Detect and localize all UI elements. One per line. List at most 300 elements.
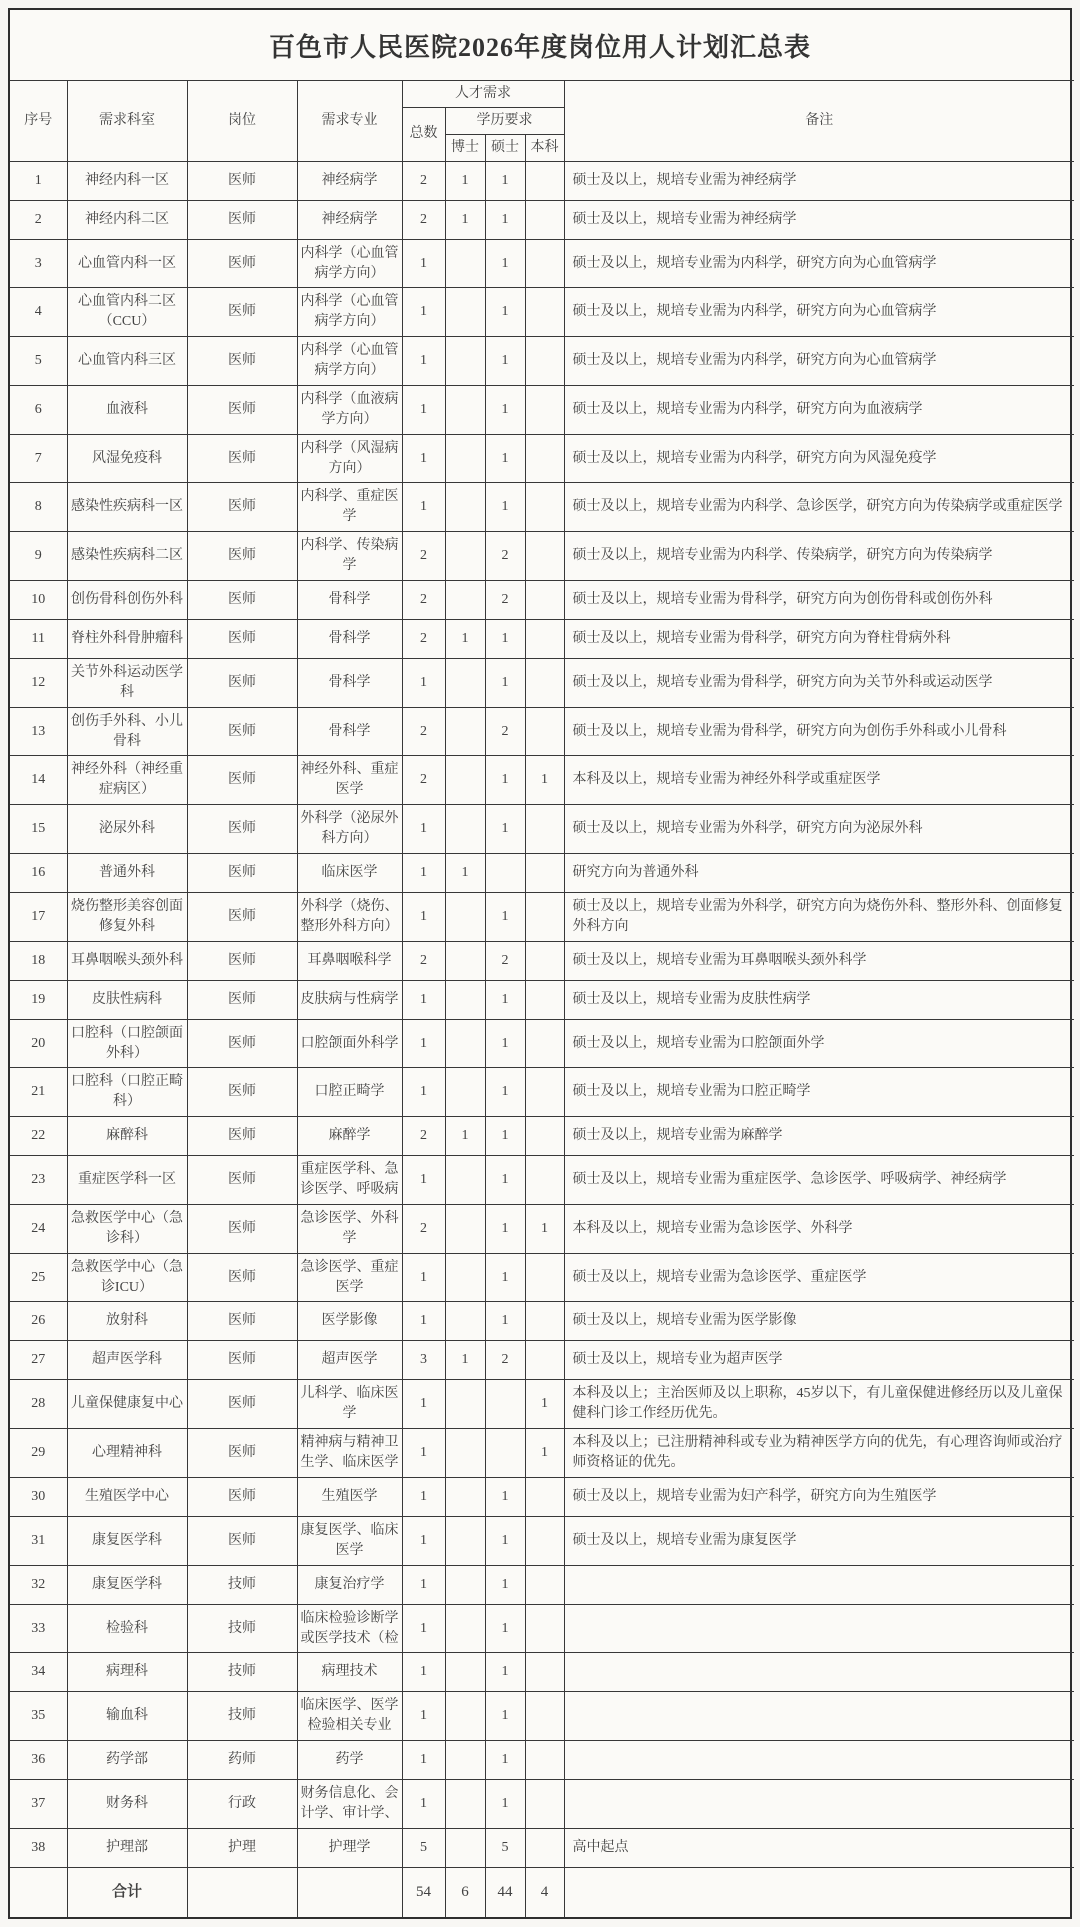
cell-seq: 22 [10,1117,67,1156]
cell-bachelor [525,853,564,892]
cell-doctor [445,1604,485,1653]
cell-bachelor [525,1341,564,1380]
cell-doctor [445,1692,485,1741]
cell-major: 口腔正畸学 [297,1068,402,1117]
table-row [10,1253,1074,1302]
cell-major: 耳鼻咽喉科学 [297,941,402,980]
cell-total: 1 [402,1380,445,1429]
cell-remark: 硕士及以上，规培专业需为康复医学 [564,1516,1074,1565]
cell-major: 神经病学 [297,200,402,239]
cell-remark: 硕士及以上，规培专业需为口腔正畸学 [564,1068,1074,1117]
cell-bachelor [525,483,564,532]
cell-position: 医师 [187,756,297,805]
cell-remark: 硕士及以上，规培专业需为骨科学，研究方向为创伤手外科或小儿骨科 [564,707,1074,756]
cell-dept: 心血管内科二区（CCU） [67,288,187,337]
cell-seq: 23 [10,1156,67,1205]
cell-major: 骨科学 [297,707,402,756]
cell-position: 护理 [187,1828,297,1867]
cell-bachelor [525,1477,564,1516]
cell-position: 技师 [187,1653,297,1692]
cell-dept: 心血管内科一区 [67,239,187,288]
cell-doctor [445,707,485,756]
cell-major: 重症医学科、急诊医学、呼吸病 [297,1156,402,1205]
cell-remark [564,1653,1074,1692]
table-footer [10,1867,1074,1917]
cell-doctor: 1 [445,1117,485,1156]
cell-major: 皮肤病与性病学 [297,980,402,1019]
cell-bachelor: 1 [525,1204,564,1253]
table-row [10,1204,1074,1253]
cell-remark [564,1780,1074,1829]
cell-seq: 27 [10,1341,67,1380]
cell-dept: 神经外科（神经重症病区） [67,756,187,805]
cell-bachelor [525,1068,564,1117]
cell-bachelor [525,1117,564,1156]
header-talent-demand: 人才需求 [402,81,564,108]
cell-remark: 硕士及以上，规培专业需为神经病学 [564,161,1074,200]
cell-master [485,1380,525,1429]
cell-remark: 硕士及以上，规培专业需为外科学，研究方向为烧伤外科、整形外科、创面修复外科方向 [564,892,1074,941]
table-row [10,707,1074,756]
cell-master: 1 [485,1117,525,1156]
cell-dept: 急救医学中心（急诊ICU） [67,1253,187,1302]
cell-bachelor [525,1828,564,1867]
cell-doctor [445,941,485,980]
table-row [10,1429,1074,1478]
cell-seq: 32 [10,1565,67,1604]
cell-position: 医师 [187,337,297,386]
cell-total: 2 [402,1204,445,1253]
cell-dept: 普通外科 [67,853,187,892]
cell-remark: 硕士及以上，规培专业为超声医学 [564,1341,1074,1380]
cell-total: 1 [402,1604,445,1653]
cell-dept: 感染性疾病科二区 [67,532,187,581]
cell-position: 医师 [187,1019,297,1068]
cell-master: 1 [485,1156,525,1205]
table-row [10,1604,1074,1653]
cell-position: 医师 [187,1117,297,1156]
table-row [10,1692,1074,1741]
cell-bachelor [525,941,564,980]
cell-position: 医师 [187,805,297,854]
cell-bachelor [525,1156,564,1205]
cell-total: 1 [402,1780,445,1829]
table-row [10,892,1074,941]
table-header [10,81,1074,162]
cell-remark: 本科及以上；已注册精神科或专业为精神医学方向的优先，有心理咨询师或治疗师资格证的优先。 [564,1429,1074,1478]
cell-remark [564,1741,1074,1780]
cell-major: 外科学（烧伤、整形外科方向） [297,892,402,941]
cell-position: 医师 [187,1302,297,1341]
cell-doctor [445,805,485,854]
cell-remark: 硕士及以上，规培专业需为外科学，研究方向为泌尿外科 [564,805,1074,854]
cell-position: 技师 [187,1692,297,1741]
header-bachelor: 本科 [525,134,564,161]
cell-position: 医师 [187,385,297,434]
table-row [10,1302,1074,1341]
cell-seq: 30 [10,1477,67,1516]
cell-major: 儿科学、临床医学 [297,1380,402,1429]
cell-remark: 本科及以上，规培专业需为急诊医学、外科学 [564,1204,1074,1253]
cell-master: 1 [485,805,525,854]
cell-total: 2 [402,756,445,805]
cell-position: 医师 [187,1380,297,1429]
cell-major: 临床医学 [297,853,402,892]
cell-master: 1 [485,1692,525,1741]
cell-position: 医师 [187,1477,297,1516]
cell-bachelor [525,1780,564,1829]
cell-dept: 心血管内科三区 [67,337,187,386]
table-row [10,941,1074,980]
cell-seq: 6 [10,385,67,434]
cell-master: 1 [485,619,525,658]
cell-dept: 耳鼻咽喉头颈外科 [67,941,187,980]
recruitment-plan-table [10,80,1074,1917]
cell-remark: 硕士及以上，规培专业需为内科学、急诊医学，研究方向为传染病学或重症医学 [564,483,1074,532]
cell-seq: 10 [10,580,67,619]
cell-position: 医师 [187,1516,297,1565]
cell-major: 麻醉学 [297,1117,402,1156]
table-row [10,288,1074,337]
cell-total: 1 [402,1429,445,1478]
cell-major: 内科学（心血管病学方向） [297,337,402,386]
table-row [10,980,1074,1019]
cell-position: 医师 [187,288,297,337]
cell-major: 神经病学 [297,161,402,200]
cell-position: 医师 [187,892,297,941]
cell-dept: 儿童保健康复中心 [67,1380,187,1429]
cell-position: 医师 [187,980,297,1019]
cell-doctor: 1 [445,200,485,239]
cell-bachelor [525,658,564,707]
cell-master: 2 [485,941,525,980]
cell-total: 5 [402,1828,445,1867]
cell-position: 医师 [187,941,297,980]
cell-master: 1 [485,239,525,288]
cell-dept: 关节外科运动医学科 [67,658,187,707]
cell-dept: 放射科 [67,1302,187,1341]
cell-remark: 本科及以上，规培专业需为神经外科学或重症医学 [564,756,1074,805]
table-row [10,1380,1074,1429]
cell-master: 1 [485,980,525,1019]
cell-major: 骨科学 [297,580,402,619]
cell-total: 1 [402,1156,445,1205]
cell-total: 1 [402,1692,445,1741]
cell-dept: 康复医学科 [67,1516,187,1565]
cell-bachelor [525,707,564,756]
cell-dept: 药学部 [67,1741,187,1780]
table-row [10,385,1074,434]
cell-master: 2 [485,532,525,581]
cell-bachelor [525,1516,564,1565]
cell-dept: 脊柱外科骨肿瘤科 [67,619,187,658]
table-row [10,619,1074,658]
cell-seq: 19 [10,980,67,1019]
cell-major: 临床医学、医学检验相关专业 [297,1692,402,1741]
cell-master: 5 [485,1828,525,1867]
cell-seq: 2 [10,200,67,239]
cell-doctor [445,1653,485,1692]
table-row [10,853,1074,892]
cell-remark: 研究方向为普通外科 [564,853,1074,892]
table-row [10,337,1074,386]
cell-dept: 财务科 [67,1780,187,1829]
cell-major: 内科学（血液病学方向） [297,385,402,434]
cell-dept: 生殖医学中心 [67,1477,187,1516]
cell-master [485,1429,525,1478]
cell-master: 1 [485,1302,525,1341]
cell-doctor [445,239,485,288]
cell-master: 1 [485,337,525,386]
table-row [10,1068,1074,1117]
cell-master: 1 [485,1741,525,1780]
cell-master: 1 [485,1019,525,1068]
cell-total: 3 [402,1341,445,1380]
total-row-major-cell [297,1867,402,1917]
document-frame [8,8,1072,1919]
cell-seq: 3 [10,239,67,288]
cell-major: 口腔颌面外科学 [297,1019,402,1068]
cell-major: 骨科学 [297,619,402,658]
cell-remark: 硕士及以上，规培专业需为医学影像 [564,1302,1074,1341]
cell-dept: 麻醉科 [67,1117,187,1156]
cell-bachelor [525,1565,564,1604]
cell-position: 行政 [187,1780,297,1829]
cell-major: 康复治疗学 [297,1565,402,1604]
cell-master: 2 [485,1341,525,1380]
cell-total: 1 [402,288,445,337]
cell-remark: 硕士及以上，规培专业需为内科学，研究方向为心血管病学 [564,288,1074,337]
total-row-total: 54 [402,1867,445,1917]
cell-total: 1 [402,1741,445,1780]
cell-position: 医师 [187,853,297,892]
table-row [10,483,1074,532]
cell-seq: 31 [10,1516,67,1565]
cell-doctor [445,980,485,1019]
cell-seq: 33 [10,1604,67,1653]
cell-doctor [445,658,485,707]
cell-major: 生殖医学 [297,1477,402,1516]
cell-doctor [445,756,485,805]
cell-position: 医师 [187,1253,297,1302]
cell-seq: 20 [10,1019,67,1068]
cell-remark [564,1604,1074,1653]
cell-master: 1 [485,1477,525,1516]
header-master: 硕士 [485,134,525,161]
table-row [10,756,1074,805]
cell-total: 1 [402,1068,445,1117]
cell-dept: 输血科 [67,1692,187,1741]
cell-bachelor [525,892,564,941]
table-row [10,200,1074,239]
table-row [10,658,1074,707]
cell-total: 1 [402,980,445,1019]
cell-dept: 泌尿外科 [67,805,187,854]
cell-major: 骨科学 [297,658,402,707]
cell-doctor: 1 [445,619,485,658]
cell-dept: 风湿免疫科 [67,434,187,483]
table-row [10,532,1074,581]
cell-dept: 神经内科二区 [67,200,187,239]
table-row [10,1117,1074,1156]
cell-position: 药师 [187,1741,297,1780]
cell-bachelor [525,805,564,854]
cell-bachelor [525,161,564,200]
cell-seq: 1 [10,161,67,200]
cell-dept: 感染性疾病科一区 [67,483,187,532]
cell-seq: 24 [10,1204,67,1253]
cell-dept: 血液科 [67,385,187,434]
cell-total: 2 [402,580,445,619]
cell-dept: 心理精神科 [67,1429,187,1478]
table-row [10,1477,1074,1516]
cell-dept: 急救医学中心（急诊科） [67,1204,187,1253]
cell-remark: 硕士及以上，规培专业需为急诊医学、重症医学 [564,1253,1074,1302]
cell-seq: 7 [10,434,67,483]
cell-master: 1 [485,385,525,434]
cell-remark: 硕士及以上，规培专业需为骨科学，研究方向为关节外科或运动医学 [564,658,1074,707]
cell-doctor [445,483,485,532]
total-row-master: 44 [485,1867,525,1917]
cell-seq: 17 [10,892,67,941]
cell-seq: 8 [10,483,67,532]
cell-total: 2 [402,619,445,658]
cell-seq: 38 [10,1828,67,1867]
cell-bachelor [525,980,564,1019]
cell-position: 医师 [187,1156,297,1205]
cell-remark: 硕士及以上，规培专业需为内科学，研究方向为血液病学 [564,385,1074,434]
cell-doctor: 1 [445,161,485,200]
cell-seq: 18 [10,941,67,980]
header-remark: 备注 [564,81,1074,162]
cell-master: 1 [485,288,525,337]
cell-remark: 硕士及以上，规培专业需为内科学，研究方向为风湿免疫学 [564,434,1074,483]
cell-master: 2 [485,580,525,619]
cell-master: 1 [485,1204,525,1253]
cell-seq: 26 [10,1302,67,1341]
cell-position: 医师 [187,707,297,756]
cell-total: 1 [402,337,445,386]
cell-bachelor [525,1741,564,1780]
header-seq: 序号 [10,81,67,162]
table-row [10,1156,1074,1205]
cell-position: 医师 [187,1068,297,1117]
cell-doctor [445,337,485,386]
cell-doctor: 1 [445,853,485,892]
cell-remark: 高中起点 [564,1828,1074,1867]
cell-bachelor [525,1653,564,1692]
cell-doctor [445,1302,485,1341]
cell-remark: 硕士及以上，规培专业需为骨科学，研究方向为创伤骨科或创伤外科 [564,580,1074,619]
cell-remark [564,1565,1074,1604]
cell-master: 1 [485,1253,525,1302]
cell-bachelor: 1 [525,1429,564,1478]
cell-bachelor: 1 [525,756,564,805]
cell-major: 护理学 [297,1828,402,1867]
cell-doctor [445,1565,485,1604]
cell-remark: 硕士及以上，规培专业需为皮肤性病学 [564,980,1074,1019]
cell-bachelor [525,532,564,581]
cell-master: 1 [485,200,525,239]
cell-position: 医师 [187,1429,297,1478]
cell-total: 1 [402,385,445,434]
table-row [10,239,1074,288]
cell-master: 1 [485,658,525,707]
cell-dept: 病理科 [67,1653,187,1692]
cell-position: 医师 [187,200,297,239]
cell-master: 2 [485,707,525,756]
cell-seq: 11 [10,619,67,658]
cell-bachelor [525,288,564,337]
cell-position: 技师 [187,1604,297,1653]
table-row [10,161,1074,200]
cell-seq: 28 [10,1380,67,1429]
table-row [10,1516,1074,1565]
cell-doctor [445,1380,485,1429]
cell-dept: 创伤骨科创伤外科 [67,580,187,619]
cell-remark: 硕士及以上，规培专业需为内科学，研究方向为心血管病学 [564,337,1074,386]
cell-position: 医师 [187,532,297,581]
cell-seq: 35 [10,1692,67,1741]
cell-total: 2 [402,532,445,581]
cell-total: 1 [402,1302,445,1341]
cell-position: 技师 [187,1565,297,1604]
cell-dept: 康复医学科 [67,1565,187,1604]
cell-doctor [445,580,485,619]
table-row [10,1341,1074,1380]
cell-bachelor [525,1302,564,1341]
cell-remark [564,1692,1074,1741]
header-education-req: 学历要求 [445,107,564,134]
cell-major: 临床检验诊断学或医学技术（检 [297,1604,402,1653]
table-body [10,161,1074,1867]
cell-dept: 皮肤性病科 [67,980,187,1019]
cell-master: 1 [485,1565,525,1604]
cell-remark: 本科及以上；主治医师及以上职称，45岁以下，有儿童保健进修经历以及儿童保健科门诊工作经历优先。 [564,1380,1074,1429]
header-doctor: 博士 [445,134,485,161]
cell-doctor [445,532,485,581]
table-row [10,580,1074,619]
cell-total: 1 [402,1019,445,1068]
cell-total: 2 [402,941,445,980]
cell-position: 医师 [187,619,297,658]
cell-total: 1 [402,1253,445,1302]
cell-master: 1 [485,161,525,200]
cell-dept: 检验科 [67,1604,187,1653]
cell-bachelor [525,619,564,658]
cell-seq: 29 [10,1429,67,1478]
cell-bachelor [525,1692,564,1741]
cell-seq: 36 [10,1741,67,1780]
cell-doctor [445,1741,485,1780]
cell-dept: 创伤手外科、小儿骨科 [67,707,187,756]
cell-doctor [445,1828,485,1867]
cell-remark: 硕士及以上，规培专业需为耳鼻咽喉头颈外科学 [564,941,1074,980]
cell-doctor [445,1156,485,1205]
cell-seq: 25 [10,1253,67,1302]
cell-major: 医学影像 [297,1302,402,1341]
cell-master: 1 [485,434,525,483]
cell-master: 1 [485,1653,525,1692]
header-major: 需求专业 [297,81,402,162]
table-row [10,434,1074,483]
cell-total: 2 [402,161,445,200]
cell-master: 1 [485,892,525,941]
cell-bachelor [525,337,564,386]
cell-bachelor [525,1253,564,1302]
cell-master: 1 [485,756,525,805]
cell-doctor [445,434,485,483]
